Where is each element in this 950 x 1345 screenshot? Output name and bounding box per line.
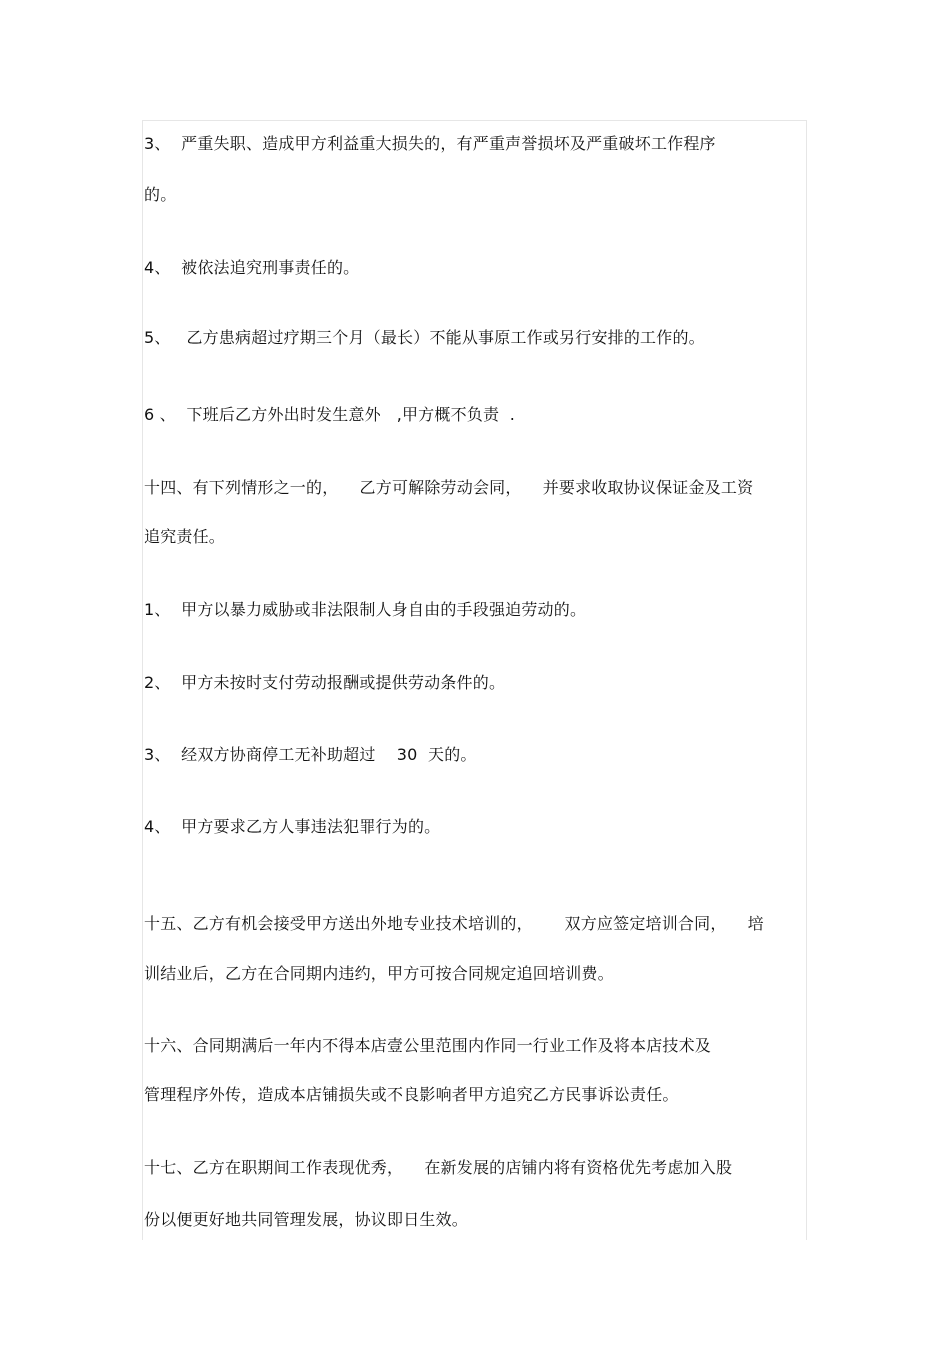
- text-line: 的。: [144, 185, 177, 204]
- text-line: 份以便更好地共同管理发展，协议即日生效。: [144, 1210, 469, 1229]
- text-line: 十六、合同期满后一年内不得本店壹公里范围内作同一行业工作及将本店技术及: [144, 1036, 712, 1055]
- text-line: 6 、 下班后乙方外出时发生意外 ,甲方概不负责 .: [144, 405, 516, 424]
- text-line: 十五、乙方有机会接受甲方送出外地专业技术培训的， 双方应签定培训合同， 培: [144, 914, 764, 933]
- text-line: 4、 甲方要求乙方人事违法犯罪行为的。: [144, 817, 441, 836]
- text-line: 3、 严重失职、造成甲方利益重大损失的，有严重声誉损坏及严重破坏工作程序: [144, 134, 716, 153]
- text-line: 追究责任。: [144, 527, 226, 546]
- text-line: 3、 经双方协商停工无补助超过 30 天的。: [144, 745, 477, 764]
- text-line: 4、 被依法追究刑事责任的。: [144, 258, 360, 277]
- text-line: 5、 乙方患病超过疗期三个月（最长）不能从事原工作或另行安排的工作的。: [144, 328, 705, 347]
- text-line: 2、 甲方未按时支付劳动报酬或提供劳动条件的。: [144, 673, 506, 692]
- text-line: 管理程序外传，造成本店铺损失或不良影响者甲方追究乙方民事诉讼责任。: [144, 1085, 679, 1104]
- text-line: 十七、乙方在职期间工作表现优秀， 在新发展的店铺内将有资格优先考虑加入股: [144, 1158, 733, 1177]
- text-line: 十四、有下列情形之一的， 乙方可解除劳动会同， 并要求收取协议保证金及工资: [144, 478, 754, 497]
- text-line: 1、 甲方以暴力威胁或非法限制人身自由的手段强迫劳动的。: [144, 600, 587, 619]
- text-line: 训结业后，乙方在合同期内违约，甲方可按合同规定追回培训费。: [144, 964, 614, 983]
